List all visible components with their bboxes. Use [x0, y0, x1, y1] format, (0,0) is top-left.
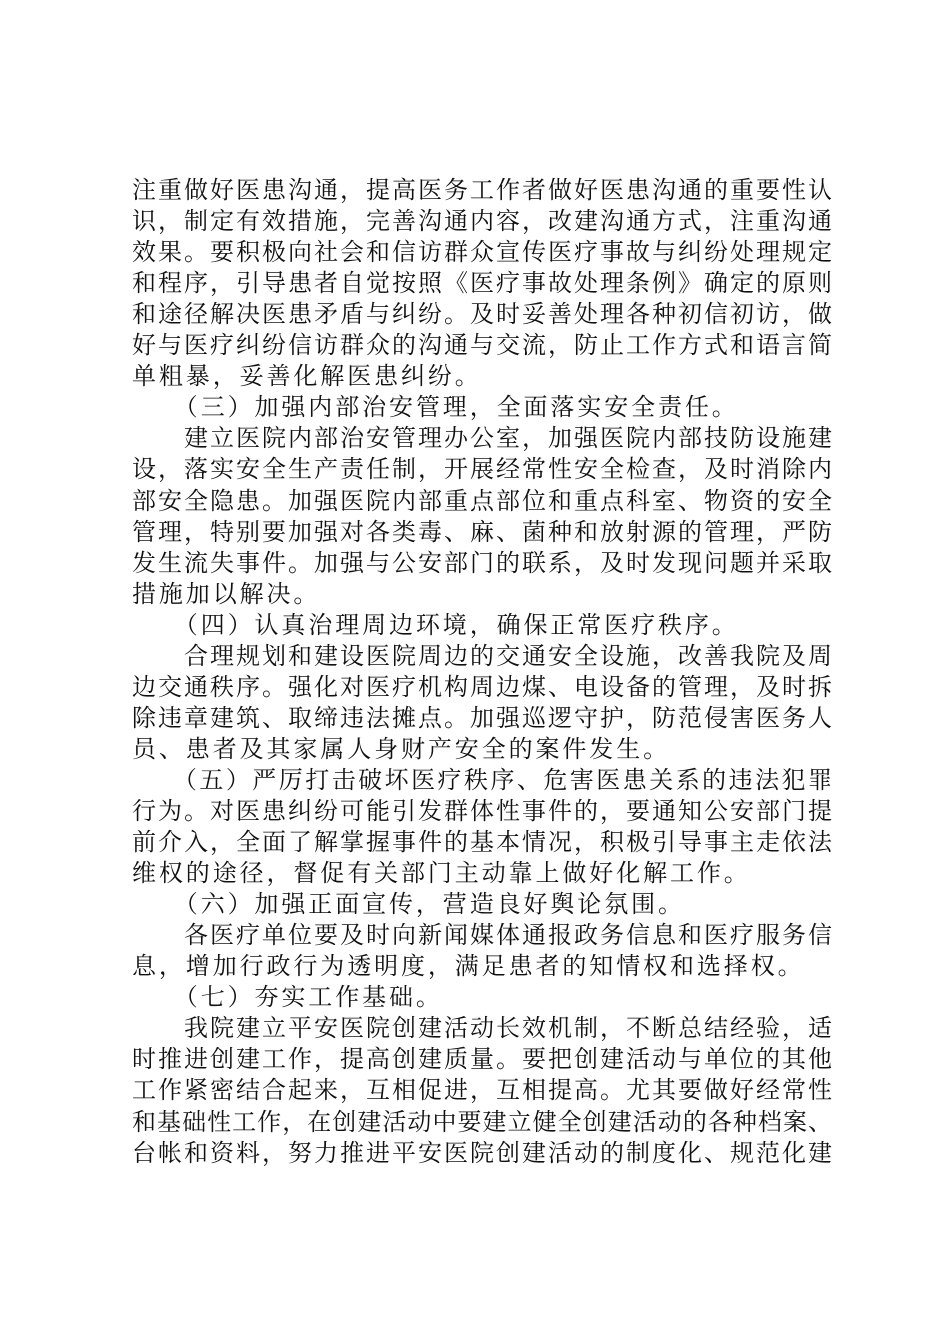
text-line: 边交通秩序。强化对医疗机构周边煤、电设备的管理，及时拆 — [132, 672, 834, 701]
section-heading: （四）认真治理周边环境，确保正常医疗秩序。 — [132, 610, 739, 639]
text-line: 管理，特别要加强对各类毒、麻、菌种和放射源的管理，严防 — [132, 517, 834, 546]
text-line: 和程序，引导患者自觉按照《医疗事故处理条例》确定的原则 — [132, 269, 834, 298]
text-line: 员、患者及其家属人身财产安全的案件发生。 — [132, 734, 670, 763]
text-line: 发生流失事件。加强与公安部门的联系，及时发现问题并采取 — [132, 548, 834, 577]
text-line: 单粗暴，妥善化解医患纠纷。 — [132, 362, 482, 391]
text-line: 好与医疗纠纷信访群众的沟通与交流，防止工作方式和语言简 — [132, 331, 834, 360]
text-line: 息，增加行政行为透明度，满足患者的知情权和选择权。 — [132, 952, 805, 981]
text-line: 建立医院内部治安管理办公室，加强医院内部技防设施建 — [132, 424, 834, 453]
text-line: 各医疗单位要及时向新闻媒体通报政务信息和医疗服务信 — [132, 921, 834, 950]
text-line: 台帐和资料，努力推进平安医院创建活动的制度化、规范化建 — [132, 1138, 834, 1167]
text-line: 维权的途径，督促有关部门主动靠上做好化解工作。 — [132, 859, 751, 888]
section-heading: （五）严厉打击破坏医疗秩序、危害医患关系的违法犯罪 — [132, 765, 835, 794]
text-line: 合理规划和建设医院周边的交通安全设施，改善我院及周 — [132, 641, 834, 670]
text-line: 设，落实安全生产责任制，开展经常性安全检查，及时消除内 — [132, 455, 834, 484]
text-line: 前介入，全面了解掌握事件的基本情况，积极引导事主走依法 — [132, 828, 834, 857]
text-line: 效果。要积极向社会和信访群众宣传医疗事故与纠纷处理规定 — [132, 238, 834, 267]
text-line: 和途径解决医患矛盾与纠纷。及时妥善处理各种初信初访，做 — [132, 300, 834, 329]
section-heading: （六）加强正面宣传，营造良好舆论氛围。 — [132, 890, 685, 919]
section-heading: （七）夯实工作基础。 — [132, 983, 443, 1012]
text-line: 注重做好医患沟通，提高医务工作者做好医患沟通的重要性认 — [132, 176, 834, 204]
text-line: 和基础性工作，在创建活动中要建立健全创建活动的各种档案、 — [132, 1107, 834, 1136]
text-line: 时推进创建工作，提高创建质量。要把创建活动与单位的其他 — [132, 1045, 834, 1074]
section-heading: （三）加强内部治安管理，全面落实安全责任。 — [132, 393, 739, 422]
text-line: 识，制定有效措施，完善沟通内容，改建沟通方式，注重沟通 — [132, 207, 834, 236]
text-line: 行为。对医患纠纷可能引发群体性事件的，要通知公安部门提 — [132, 797, 834, 825]
text-line: 部安全隐患。加强医院内部重点部位和重点科室、物资的安全 — [132, 486, 834, 515]
text-line: 措施加以解决。 — [132, 579, 321, 608]
text-line: 除违章建筑、取缔违法摊点。加强巡逻守护，防范侵害医务人 — [132, 703, 834, 732]
text-line: 工作紧密结合起来，互相促进，互相提高。尤其要做好经常性 — [132, 1076, 834, 1105]
text-line: 我院建立平安医院创建活动长效机制，不断总结经验，适 — [132, 1014, 834, 1043]
